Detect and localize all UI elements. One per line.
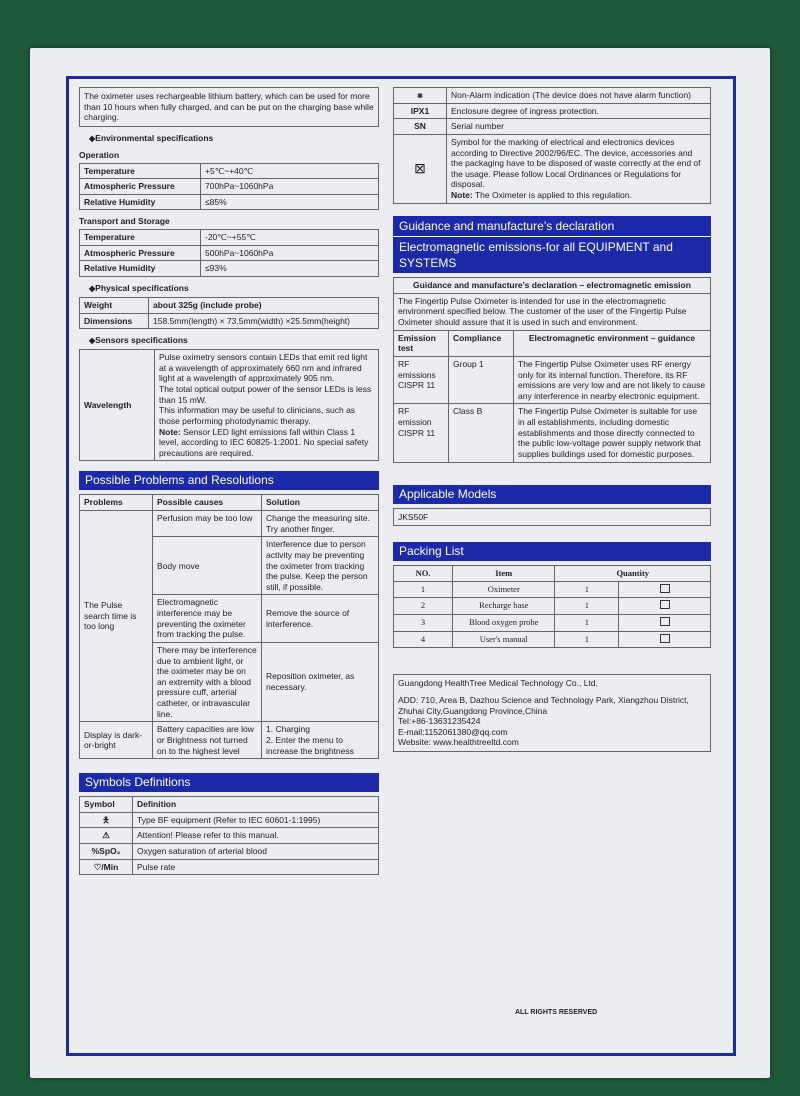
problem-1: The Pulse search time is too long (80, 511, 153, 722)
solution-4: Reposition oximeter, as necessary. (262, 642, 379, 721)
symbols-header-0: Symbol (80, 797, 133, 813)
company-website: Website: www.healthtreeltd.com (398, 737, 519, 748)
guidance-intro: The Fingertip Pulse Oximeter is intended for use in the electromagnetic environment specified below. The customer of the user of the Fingertip Pulse Oximeter should assure that it is used in such and environment. (394, 293, 711, 330)
packing-header-0: NO. (394, 566, 453, 582)
guidance-title: Guidance and manufacture’s declaration (393, 216, 711, 236)
guidance-table-title: Guidance and manufacture's declaration – electromagnetic emission (394, 278, 711, 294)
sensors-p3: This information may be useful to clinicians, such as those performing photodynamic therapy. (159, 405, 356, 426)
sensors-p1: Pulse oximetry sensors contain LEDs that emit red light at a wavelength of approximately 660 nm and infrared light at a wavelength of approximately 905 nm. (159, 352, 368, 384)
symbol-row (80, 859, 379, 875)
transport-label: Transport and Storage (79, 216, 170, 227)
packing-no: 4 (394, 631, 453, 648)
company-address: ADD: 710, Area B, Dazhou Science and Technology Park, Xiangzhou District, Zhuhai City,Guangdong Province,China (398, 694, 689, 716)
symbol-icon: ⚠ (80, 828, 133, 844)
solution-1: Change the measuring site. Try another finger. (262, 511, 379, 537)
symbols-header-1: Definition (133, 797, 379, 813)
compliance-2: Class B (449, 404, 514, 462)
packing-qty: 1 (555, 615, 619, 632)
packing-item: Recharge base (453, 598, 555, 615)
symbol-icon: %SpO₂ (80, 844, 133, 860)
operation-key: Temperature (80, 163, 201, 179)
solution-2: Interference due to person activity may be preventing the oximeter from tracking the pulse. Keep the person still, if possible. (262, 537, 379, 595)
packing-qty: 1 (555, 631, 619, 648)
symbol-icon: IPX1 (394, 103, 447, 119)
symbol-definition: Enclosure degree of ingress protection. (447, 103, 711, 119)
wavelength-key: Wavelength (80, 350, 155, 461)
operation-key: Relative Humidity (80, 194, 201, 210)
transport-key: Atmospheric Pressure (80, 245, 201, 261)
models-value: JKS50F (393, 508, 711, 527)
cause-5: Battery capacities are low or Brightness not turned on to the highest level (153, 722, 262, 759)
packing-row (394, 598, 711, 615)
company-box (393, 674, 711, 752)
cause-3: Electromagnetic interference may be preventing the oximeter from tracking the pulse. (153, 595, 262, 643)
problems-header-0: Problems (80, 495, 153, 511)
weight-key: Weight (80, 297, 149, 313)
symbol-icon: SN (394, 119, 447, 135)
env-heading: ◆ Environmental specifications (89, 133, 379, 144)
environment-2: The Fingertip Pulse Oximeter is suitable for use in all establishments, including domestic establishments and those directly connected to the public low-voltage power supply network that supplies buildings used for domestic purposes. (514, 404, 711, 462)
operation-value: +5℃~+40℃ (201, 163, 379, 179)
packing-row (394, 615, 711, 632)
packing-checkbox[interactable] (619, 581, 711, 598)
symbol-row (80, 812, 379, 828)
physical-heading: ◆ Physical specifications (89, 283, 379, 294)
company-name: Guangdong HealthTree Medical Technology Co., Ltd. (398, 678, 598, 689)
emission-test-2: RF emission CISPR 11 (394, 404, 449, 462)
instruction-sheet (30, 48, 770, 1078)
operation-value: ≤85% (201, 194, 379, 210)
cause-2: Body move (153, 537, 262, 595)
company-tel: Tel:+86-13631235424 (398, 716, 481, 727)
symbol-row (394, 119, 711, 135)
cause-1: Perfusion may be too low (153, 511, 262, 537)
emission-test-1: RF emissions CISPR 11 (394, 356, 449, 404)
packing-title: Packing List (393, 542, 711, 561)
symbol-definition: Serial number (447, 119, 711, 135)
page-frame (66, 76, 736, 1056)
weee-text (447, 134, 711, 203)
packing-row (394, 631, 711, 648)
sensors-table (79, 349, 379, 461)
symbol-definition: Non-Alarm indication (The device does not have alarm function) (447, 88, 711, 104)
transport-value: ≤93% (201, 261, 379, 277)
packing-checkbox[interactable] (619, 615, 711, 632)
guidance-header-0: Emission test (394, 330, 449, 356)
guidance-header-2: Electromagnetic environment – guidance (514, 330, 711, 356)
right-column (393, 87, 711, 756)
checkbox-icon[interactable] (660, 617, 670, 626)
symbol-row (80, 828, 379, 844)
weee-note: The Oximeter is applied to this regulation. (474, 190, 632, 200)
wavelength-value (155, 350, 379, 461)
packing-checkbox[interactable] (619, 631, 711, 648)
problem-2: Display is dark-or-bright (80, 722, 153, 759)
problems-header-2: Solution (262, 495, 379, 511)
packing-checkbox[interactable] (619, 598, 711, 615)
transport-value: -20℃~+55℃ (201, 230, 379, 246)
right-symbols-table (393, 87, 711, 135)
weee-note-label: Note: (451, 190, 473, 200)
operation-label: Operation (79, 149, 120, 160)
packing-qty: 1 (555, 598, 619, 615)
checkbox-icon[interactable] (660, 600, 670, 609)
battery-note: The oximeter uses rechargeable lithium battery, which can be used for more than 10 hours when fully charged, and can be put on the charging base while charging. (79, 87, 379, 127)
problems-title: Possible Problems and Resolutions (79, 471, 379, 490)
solution-3: Remove the source of interference. (262, 595, 379, 643)
solution-5 (262, 722, 379, 759)
sensors-note: Sensor LED light emissions fall within Class 1 level, according to IEC 60825-1:2001. No special safety precautions are required. (159, 426, 369, 458)
symbols-title: Symbols Definitions (79, 773, 379, 792)
symbol-row (394, 103, 711, 119)
packing-item: User's manual (453, 631, 555, 648)
symbol-definition: Oxygen saturation of arterial blood (133, 844, 379, 860)
symbol-icon: ♡/Min (80, 859, 133, 875)
packing-no: 3 (394, 615, 453, 632)
packing-header-2: Quantity (555, 566, 711, 582)
sensors-heading: ◆ Sensors specifications (89, 335, 379, 346)
checkbox-icon[interactable] (660, 634, 670, 643)
rights-text: ALL RIGHTS RESERVED (515, 1009, 598, 1016)
transport-key: Relative Humidity (80, 261, 201, 277)
physical-table (79, 297, 379, 329)
operation-key: Atmospheric Pressure (80, 179, 201, 195)
sensors-p2: The total optical output power of the sensor LEDs is less than 15 mW. (159, 384, 372, 405)
compliance-1: Group 1 (449, 356, 514, 404)
guidance-subtitle: Electromagnetic emissions-for all EQUIPMENT and SYSTEMS (393, 236, 711, 273)
problems-header-1: Possible causes (153, 495, 262, 511)
symbols-table (79, 796, 379, 875)
transport-value: 500hPa~1060hPa (201, 245, 379, 261)
solution-5a: 1. Charging (266, 724, 310, 735)
packing-header-1: Item (453, 566, 555, 582)
models-title: Applicable Models (393, 485, 711, 504)
problems-table (79, 494, 379, 759)
symbol-row (80, 844, 379, 860)
weee-table (393, 134, 711, 204)
symbol-icon: 🯅 (80, 812, 133, 828)
guidance-header-1: Compliance (449, 330, 514, 356)
transport-table (79, 229, 379, 277)
cause-4: There may be interference due to ambient light, or the oximeter may be on an extremity with a blood pressure cuff, arterial catheter, or intravascular line. (153, 642, 262, 721)
packing-table (393, 565, 711, 648)
company-email: E-mail:1152061380@qq.com (398, 726, 508, 737)
operation-value: 700hPa~1060hPa (201, 179, 379, 195)
transport-key: Temperature (80, 230, 201, 246)
packing-item: Oximeter (453, 581, 555, 598)
packing-qty: 1 (555, 581, 619, 598)
packing-no: 2 (394, 598, 453, 615)
operation-table (79, 163, 379, 211)
symbol-row (394, 88, 711, 104)
symbol-definition: Pulse rate (133, 859, 379, 875)
checkbox-icon[interactable] (660, 584, 670, 593)
sensors-note-label: Note: (159, 426, 181, 437)
guidance-table (393, 277, 711, 462)
symbol-definition: Attention! Please refer to this manual. (133, 828, 379, 844)
packing-item: Blood oxygen probe (453, 615, 555, 632)
weee-icon: ⊠ (394, 134, 447, 203)
dim-value: 158.5mm(length) × 73.5mm(width) ×25.5mm(height) (149, 313, 379, 329)
solution-5b: 2. Enter the menu to increase the brightness (266, 734, 354, 756)
symbol-icon: ⨳ (394, 88, 447, 104)
symbol-definition: Type BF equipment (Refer to IEC 60601-1:1995) (133, 812, 379, 828)
weee-desc: Symbol for the marking of electrical and electronics devices according to Directive 2002/96/EC. The device, accessories and the packaging have to be disposed of waste correctly at the end of the usage. Please follow Local Ordinances or Regulations for disposal. (451, 136, 701, 190)
weight-value: about 325g (include probe) (149, 297, 379, 313)
dim-key: Dimensions (80, 313, 149, 329)
left-column (79, 87, 379, 875)
packing-no: 1 (394, 581, 453, 598)
environment-1: The Fingertip Pulse Oximeter uses RF energy only for its internal function. Therefore, its RF emissions are very low and are not likely to cause any interference in nearby electronic equipment. (514, 356, 711, 404)
packing-row (394, 581, 711, 598)
